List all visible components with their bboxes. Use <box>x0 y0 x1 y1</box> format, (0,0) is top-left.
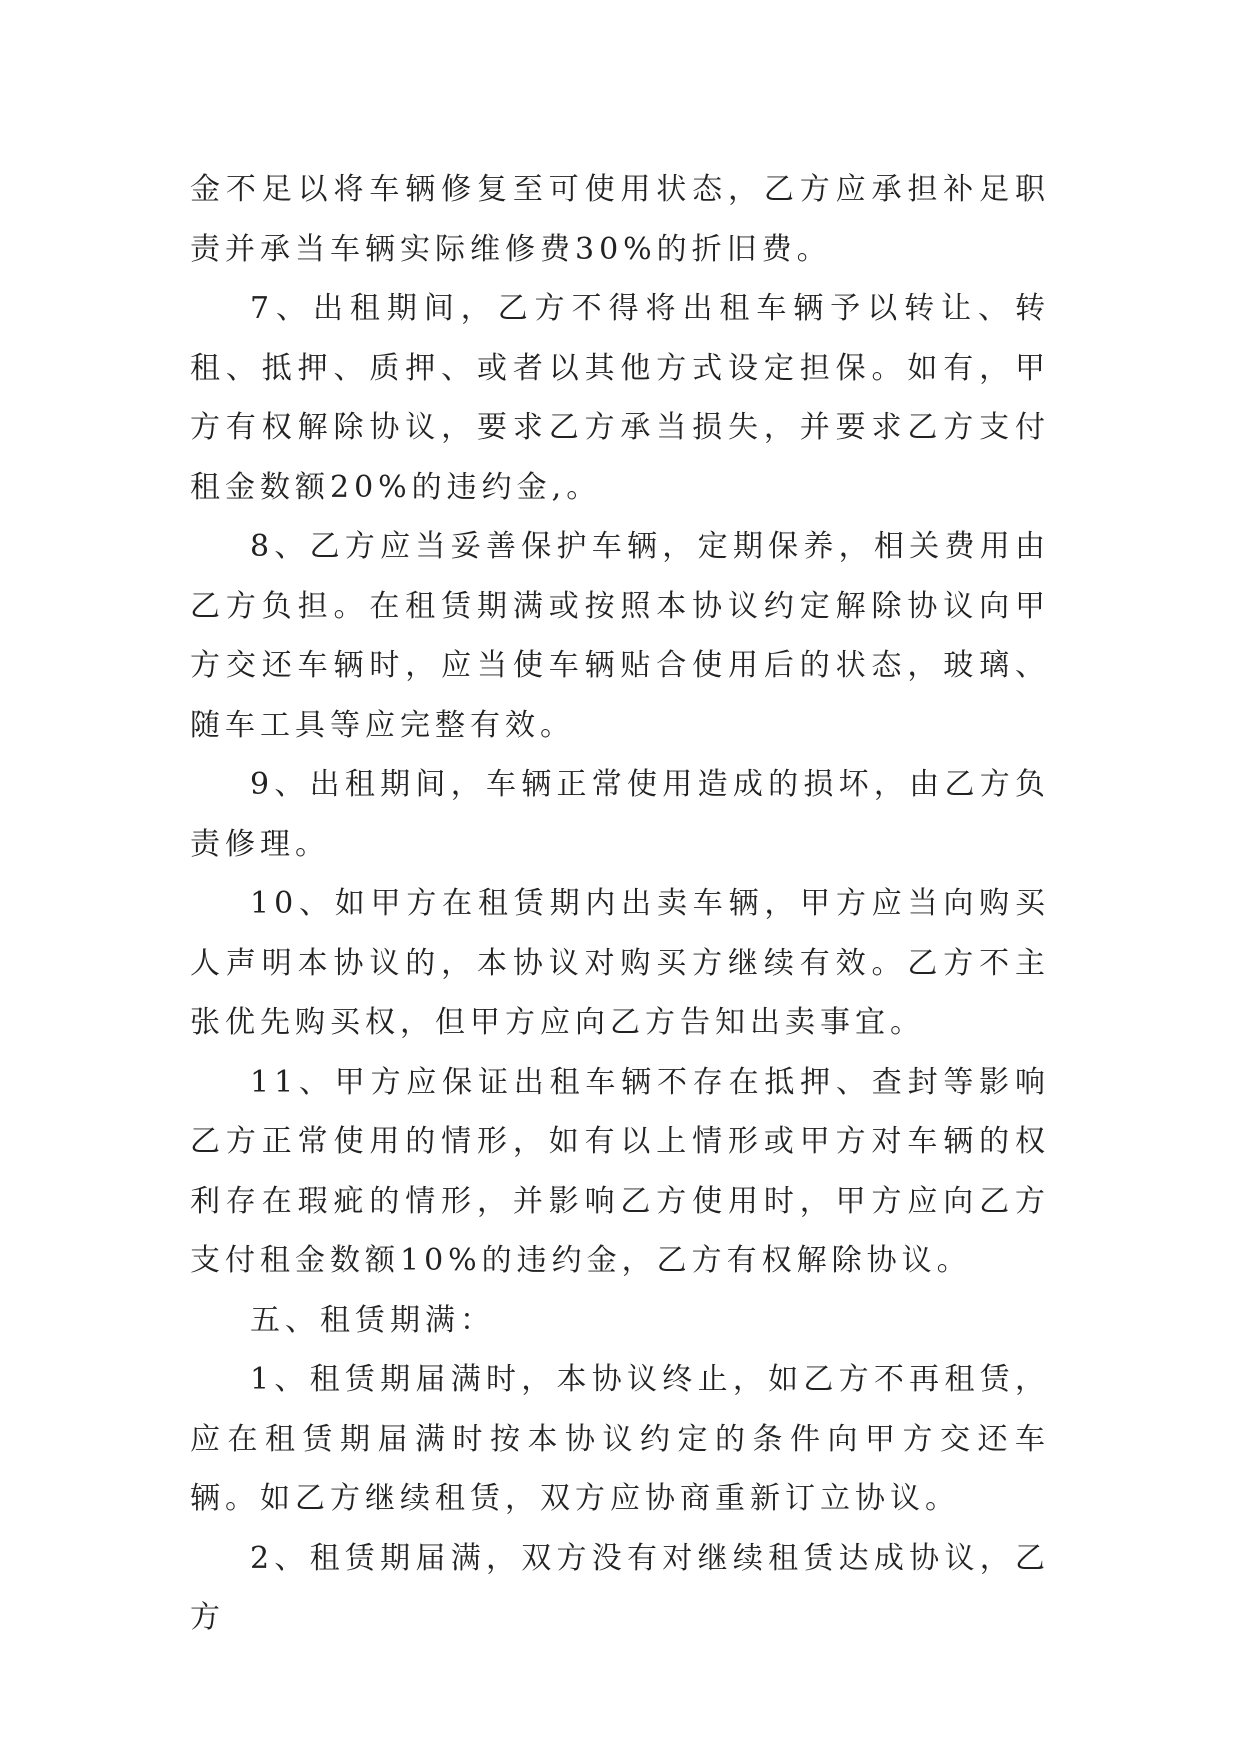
paragraph-clause-9: 9、出租期间，车辆正常使用造成的损坏，由乙方负责修理。 <box>190 767 1050 862</box>
paragraph-clause-10: 10、如甲方在租赁期内出卖车辆，甲方应当向购买人声明本协议的，本协议对购买方继续有效。乙方不主张优先购买权，但甲方应向乙方告知出卖事宜。 <box>190 886 1050 1040</box>
paragraph-clause-8: 8、乙方应当妥善保护车辆，定期保养，相关费用由乙方负担。在租赁期满或按照本协议约定解除协议向甲方交还车辆时，应当使车辆贴合使用后的状态，玻璃、随车工具等应完整有效。 <box>190 529 1050 743</box>
document-body <box>190 160 1050 1648</box>
paragraph-depreciation: 金不足以将车辆修复至可使用状态，乙方应承担补足职责并承当车辆实际维修费30%的折旧费。 <box>190 172 1050 267</box>
paragraph-expiry-2: 2、租赁期届满，双方没有对继续租赁达成协议，乙方 <box>190 1540 1050 1635</box>
section-heading-lease-expiry: 五、租赁期满： <box>250 1302 495 1338</box>
paragraph-clause-7: 7、出租期间，乙方不得将出租车辆予以转让、转租、抵押、质押、或者以其他方式设定担保。如有，甲方有权解除协议，要求乙方承当损失，并要求乙方支付租金数额20%的违约金,。 <box>190 291 1050 505</box>
paragraph-expiry-1: 1、租赁期届满时，本协议终止，如乙方不再租赁，应在租赁期届满时按本协议约定的条件向甲方交还车辆。如乙方继续租赁，双方应协商重新订立协议。 <box>190 1362 1050 1516</box>
paragraph-clause-11: 11、甲方应保证出租车辆不存在抵押、查封等影响乙方正常使用的情形，如有以上情形或甲方对车辆的权利存在瑕疵的情形，并影响乙方使用时，甲方应向乙方支付租金数额10%的违约金，乙方有权解除协议。 <box>190 1064 1050 1278</box>
